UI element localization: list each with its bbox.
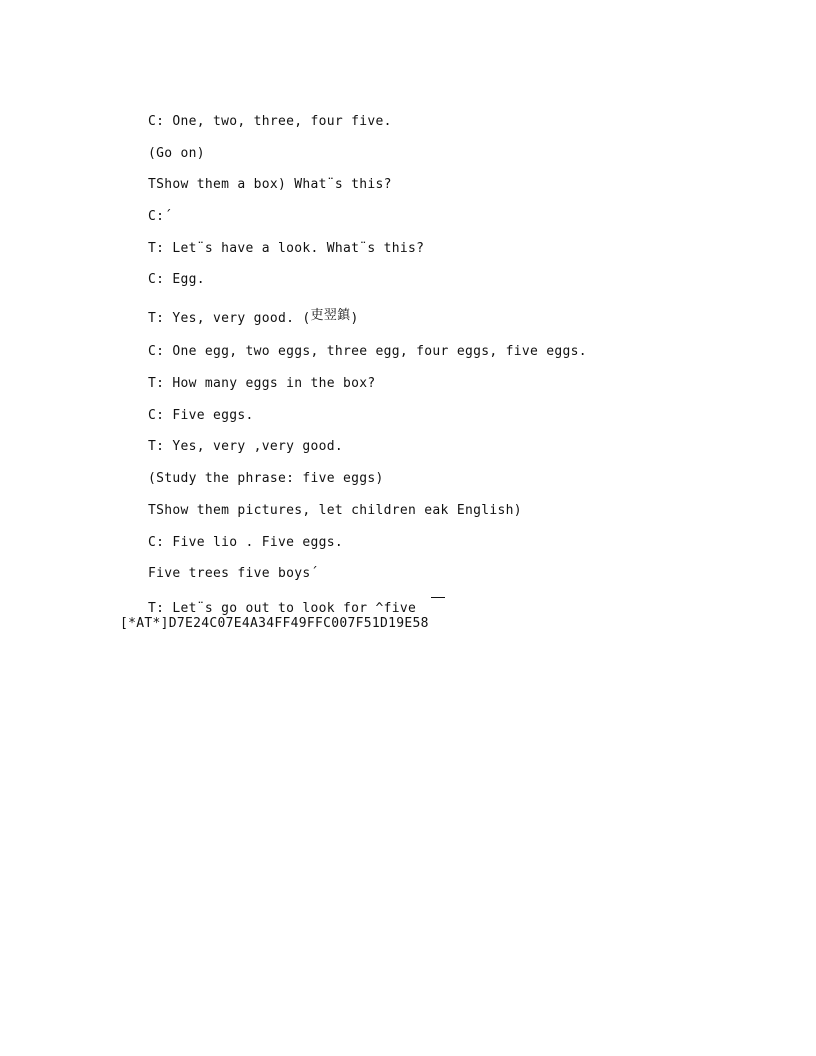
dialogue-line: C: Egg.: [148, 272, 205, 287]
dialogue-line: C: One egg, two eggs, three egg, four eggs, five eggs.: [148, 344, 587, 359]
dialogue-text: T: Yes, very good. (: [148, 311, 311, 326]
dialogue-line: T: Let¨s go out to look for ^five: [148, 601, 417, 616]
dialogue-line: C: Five eggs.: [148, 408, 254, 423]
dialogue-line: C:´: [148, 209, 173, 224]
dialogue-line: T: How many eggs in the box?: [148, 376, 376, 391]
dialogue-line: TShow them pictures, let children eak English): [148, 503, 522, 518]
stage-direction: (Study the phrase: five eggs): [148, 471, 384, 486]
dialogue-line: Five trees five boys´: [148, 566, 319, 581]
dialogue-line: C: Five lio . Five eggs.: [148, 535, 344, 550]
dialogue-line: T: Yes, very ,very good.: [148, 439, 344, 454]
dialogue-line: C: One, two, three, four five.: [148, 114, 392, 129]
dialogue-line: T: Let¨s have a look. What¨s this?: [148, 241, 425, 256]
cjk-annotation: 吏翌鎮: [310, 308, 351, 323]
overline-mark: [431, 597, 445, 598]
closing-paren: ): [350, 311, 359, 326]
dialogue-line-with-cjk: [148, 308, 359, 327]
stage-direction: (Go on): [148, 146, 205, 161]
dialogue-line: TShow them a box) What¨s this?: [148, 177, 392, 192]
document-id-code: [*AT*]D7E24C07E4A34FF49FFC007F51D19E58: [120, 616, 429, 631]
